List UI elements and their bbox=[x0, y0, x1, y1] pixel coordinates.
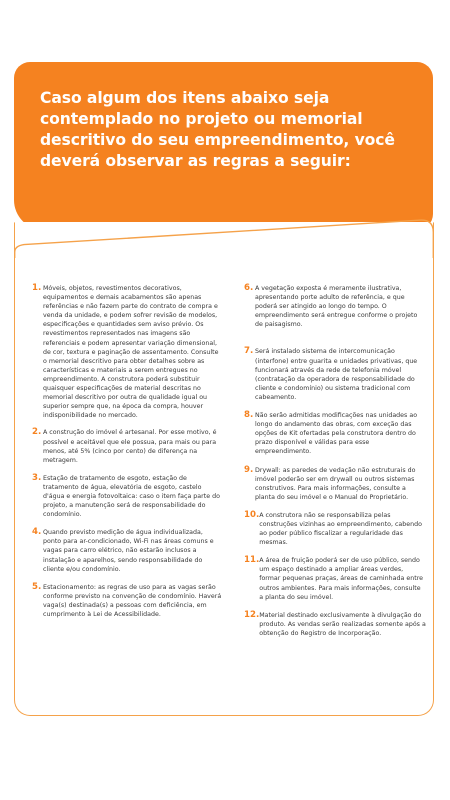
rule-text: Material destinado exclusivamente à divulgação do produto. As vendas serão realizadas somente após a obtenção do Registro de Incorporação. bbox=[259, 611, 426, 637]
rule-number: 12. bbox=[244, 609, 260, 620]
rule-text: A área de fruição poderá ser de uso público, sendo um espaço destinado a ampliar áreas verdes, formar pequenas praças, áreas de caminhada entre outros ambientes. Para mais informações, consulte a planta do seu imóvel. bbox=[259, 557, 424, 601]
rule-number: 9. bbox=[244, 464, 254, 475]
rule-item-3 bbox=[32, 474, 222, 519]
rules-column-right bbox=[244, 284, 426, 647]
rule-text: A construtora não se responsabiliza pelas construções vizinhas ao empreendimento, cabendo ao poder público fiscalizar a regularidade das mesmas. bbox=[259, 511, 423, 547]
rule-text: Estação de tratamento de esgoto, estação de tratamento de água, elevatória de esgoto, castelo d'água e energia fotovoltaica: caso o item faça parte do projeto, a manutenção será de responsabilidade do condomínio. bbox=[43, 474, 220, 519]
rule-number: 8. bbox=[244, 410, 254, 421]
rule-text: A construção do imóvel é artesanal. Por esse motivo, é possível e aceitável que ele possua, para mais ou para menos, até 5% (cinco por cento) de diferença na metragem. bbox=[43, 429, 217, 464]
rule-item-7 bbox=[244, 347, 426, 402]
rule-number: 6. bbox=[244, 283, 254, 293]
rules-column-left bbox=[32, 284, 222, 647]
rule-text: Estacionamento: as regras de uso para as vagas serão conforme previsto na convenção de condomínio. Haverá vaga(s) destinada(s) a pessoas com deficiência, em cumprimento à Lei de Acessibilidade. bbox=[43, 583, 222, 618]
rule-number: 3. bbox=[32, 472, 42, 483]
rule-item-4 bbox=[32, 528, 222, 573]
rule-number: 5. bbox=[32, 581, 42, 592]
rule-item-11 bbox=[244, 556, 426, 601]
rule-text: Quando previsto medição de água individualizada, ponto para ar-condicionado, Wi-Fi nas áreas comuns e vagas para carro elétrico, não estarão inclusos a instalação e aparelhos, sendo responsabilidade do cliente e/ou condomínio. bbox=[43, 529, 214, 573]
rule-item-6 bbox=[244, 284, 426, 329]
rule-text: Será instalado sistema de intercomunicação (interfone) entre guarita e unidades privativas, que funcionará através da rede de telefonia móvel (contratação da operadora de responsabilidade do cliente e condomínio) ou sistema tradicional com cabeamento. bbox=[255, 348, 418, 401]
rule-number: 11. bbox=[244, 555, 260, 566]
header-banner bbox=[14, 62, 433, 230]
rule-item-10 bbox=[244, 511, 426, 547]
rule-item-5 bbox=[32, 583, 222, 619]
rule-text: Móveis, objetos, revestimentos decorativos, equipamentos e demais acabamentos são apenas referências e não fazem parte do contrato de compra e venda da unidade, e podem sofrer revisão de modelos, especificações e quantidades sem aviso prévio. Os revestimentos representados nas imagens são referenciais e podem apresentar variação dimensional, de cor, textura e paginação de assentamento. Consulte o memorial descritivo para obter detalhes sobre as características e materiais a serem entregues no empreendimento. A construtora poderá substituir quaisquer especificações de material descritas no memorial descritivo por outra de qualidade igual ou superior sempre que, na época da compra, houver indisponibilidade no mercado. bbox=[43, 285, 219, 420]
rule-number: 1. bbox=[32, 283, 42, 293]
rule-number: 2. bbox=[32, 427, 42, 438]
rule-text: A vegetação exposta é meramente ilustrativa, apresentando porte adulto de referência, e que poderá ser atingido ao longo do tempo. O empreendimento será entregue conforme o projeto de paisagismo. bbox=[255, 285, 418, 329]
rule-number: 7. bbox=[244, 346, 254, 357]
rule-item-2 bbox=[32, 428, 222, 464]
rule-item-8 bbox=[244, 411, 426, 456]
header-title: Caso algum dos itens abaixo seja contemplado no projeto ou memorial descritivo do seu empreendimento, você deverá observar as regras a seguir: bbox=[40, 89, 395, 170]
rule-number: 4. bbox=[32, 527, 42, 538]
rule-item-9 bbox=[244, 466, 426, 502]
rule-number: 10. bbox=[244, 509, 260, 520]
rule-text: Drywall: as paredes de vedação não estruturais do imóvel poderão ser em drywall ou outros sistemas construtivos. Para mais informações, consulte a planta do seu imóvel e o Manual do Proprietário. bbox=[255, 466, 416, 501]
rule-item-1 bbox=[32, 284, 222, 420]
rule-item-12 bbox=[244, 611, 426, 638]
rules-columns bbox=[32, 284, 426, 647]
rule-text: Não serão admitidas modificações nas unidades ao longo do andamento das obras, com exceção das opções de Kit ofertadas pela construtora dentro do prazo disponível e válidas para esse empreendimento. bbox=[255, 412, 418, 456]
